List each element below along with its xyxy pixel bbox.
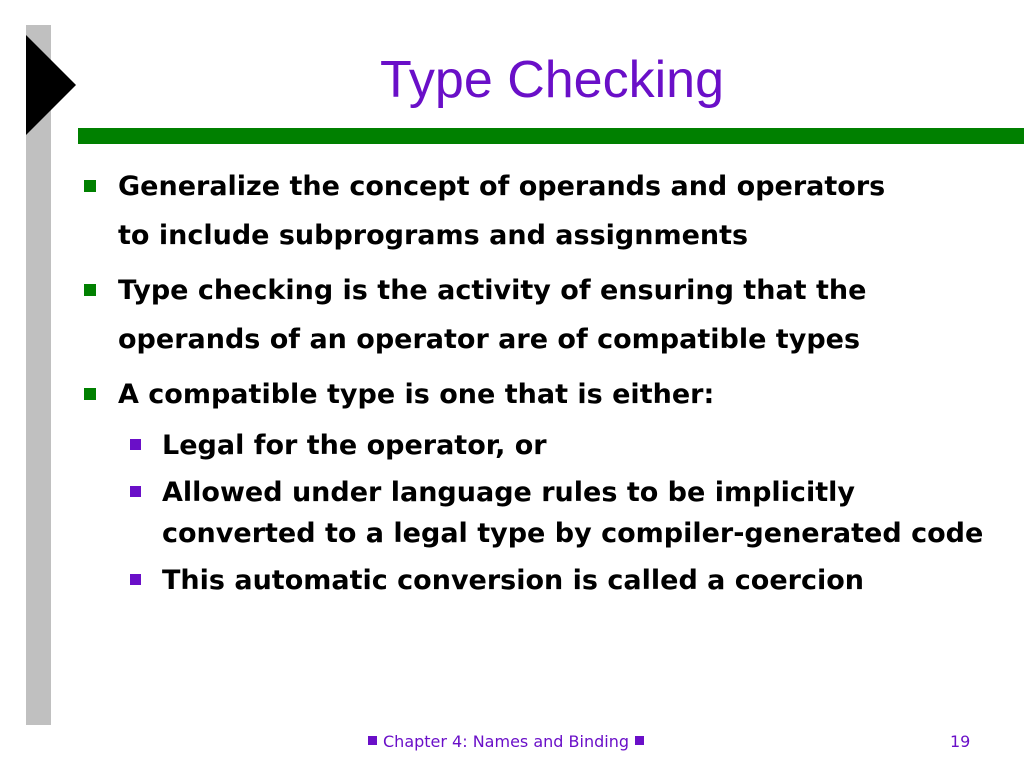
sub-bullet-text: Allowed under language rules to be implicitly converted to a legal type by compiler-generated code (162, 477, 984, 549)
square-bullet-icon (84, 388, 96, 400)
bullet-text-line: Type checking is the activity of ensuring that the (118, 275, 867, 306)
footer-chapter (362, 732, 650, 751)
square-bullet-icon (368, 736, 377, 745)
sub-bullet-item (130, 472, 1004, 554)
chapter-label: Chapter 4: Names and Binding (383, 732, 629, 751)
square-bullet-icon (130, 574, 141, 585)
sub-bullet-text: Legal for the operator, or (162, 430, 547, 461)
bullet-item (84, 370, 1004, 419)
bullet-text-line: Generalize the concept of operands and operators (118, 171, 886, 202)
bullet-text-line: A compatible type is one that is either: (118, 379, 715, 410)
bullet-text-line: operands of an operator are of compatible types (118, 324, 861, 355)
bullet-item (84, 266, 1004, 364)
bullet-text-line: to include subprograms and assignments (118, 220, 749, 251)
square-bullet-icon (84, 284, 96, 296)
play-arrow-icon (26, 35, 76, 135)
bullet-item (84, 162, 1004, 260)
sub-bullet-item (130, 560, 1004, 601)
slide-content (84, 162, 1004, 607)
square-bullet-icon (635, 736, 644, 745)
square-bullet-icon (84, 180, 96, 192)
slide-footer (0, 730, 1024, 758)
sub-bullet-text: This automatic conversion is called a coercion (162, 565, 865, 596)
sub-bullet-item (130, 425, 1004, 466)
square-bullet-icon (130, 486, 141, 497)
title-underline (78, 128, 1024, 144)
square-bullet-icon (130, 439, 141, 450)
page-number: 19 (950, 732, 971, 751)
slide-title: Type Checking (380, 51, 724, 109)
